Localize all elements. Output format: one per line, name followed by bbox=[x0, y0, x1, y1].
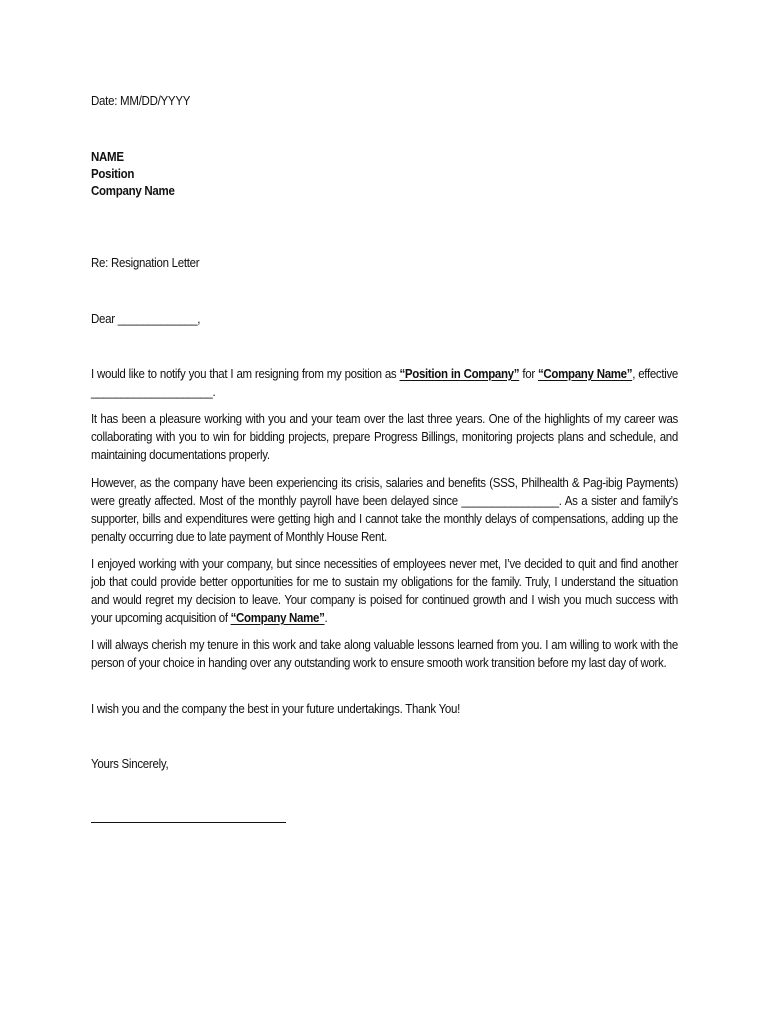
closing: Yours Sincerely, bbox=[91, 757, 169, 771]
company-reference: “Company Name” bbox=[537, 367, 633, 381]
paragraph-notice bbox=[91, 365, 678, 401]
recipient-name: NAME bbox=[91, 150, 124, 164]
notice-text-start: I would like to notify you that I am resigning from my position as bbox=[91, 367, 400, 381]
paragraph-crisis: However, as the company have been experiencing its crisis, salaries and benefits (SSS, Philhealth & Pag-ibig Payments) were greatly affected. Most of the monthly payroll have been delayed since ________________. As a sister and family’s supporter, bills and expenditures were getting high and I cannot take the monthly delays of compensations, adding up the penalty occurring due to late payment of Monthly House Rent. bbox=[91, 476, 678, 544]
decision-text: I enjoyed working with your company, but since necessities of employees never met, I’ve decided to quit and find another job that could provide better opportunities for me to sustain my obligations for the family. Truly, I understand the situation and would regret my decision to leave. Your company is poised for continued growth and I wish you much success with your upcoming acquisition of bbox=[91, 557, 678, 625]
paragraph-decision bbox=[91, 555, 678, 627]
recipient-position: Position bbox=[91, 167, 135, 181]
subject-line: Re: Resignation Letter bbox=[91, 256, 200, 270]
salutation: Dear _____________, bbox=[91, 312, 201, 326]
paragraph-wishes: I wish you and the company the best in your future undertakings. Thank You! bbox=[91, 702, 461, 716]
recipient-company: Company Name bbox=[91, 184, 175, 198]
paragraph-pleasure: It has been a pleasure working with you and your team over the last three years. One of the highlights of my career was collaborating with you to win for bidding projects, prepare Progress Billings, monitoring projects plans and schedule, and maintaining documentations properly. bbox=[91, 412, 678, 462]
company-reference-2: “Company Name” bbox=[230, 611, 325, 625]
position-reference: “Position in Company” bbox=[399, 367, 520, 381]
signature-line bbox=[91, 822, 286, 823]
letter-date: Date: MM/DD/YYYY bbox=[91, 94, 191, 108]
notice-text-mid: for bbox=[519, 367, 538, 381]
paragraph-tenure: I will always cherish my tenure in this work and take along valuable lessons learned from you. I am willing to work with the person of your choice in handing over any outstanding work to ensure smooth work transition before my last day of work. bbox=[91, 638, 678, 670]
notice-text-end: , effective ____________________. bbox=[91, 367, 678, 399]
decision-text-end: . bbox=[324, 611, 328, 625]
